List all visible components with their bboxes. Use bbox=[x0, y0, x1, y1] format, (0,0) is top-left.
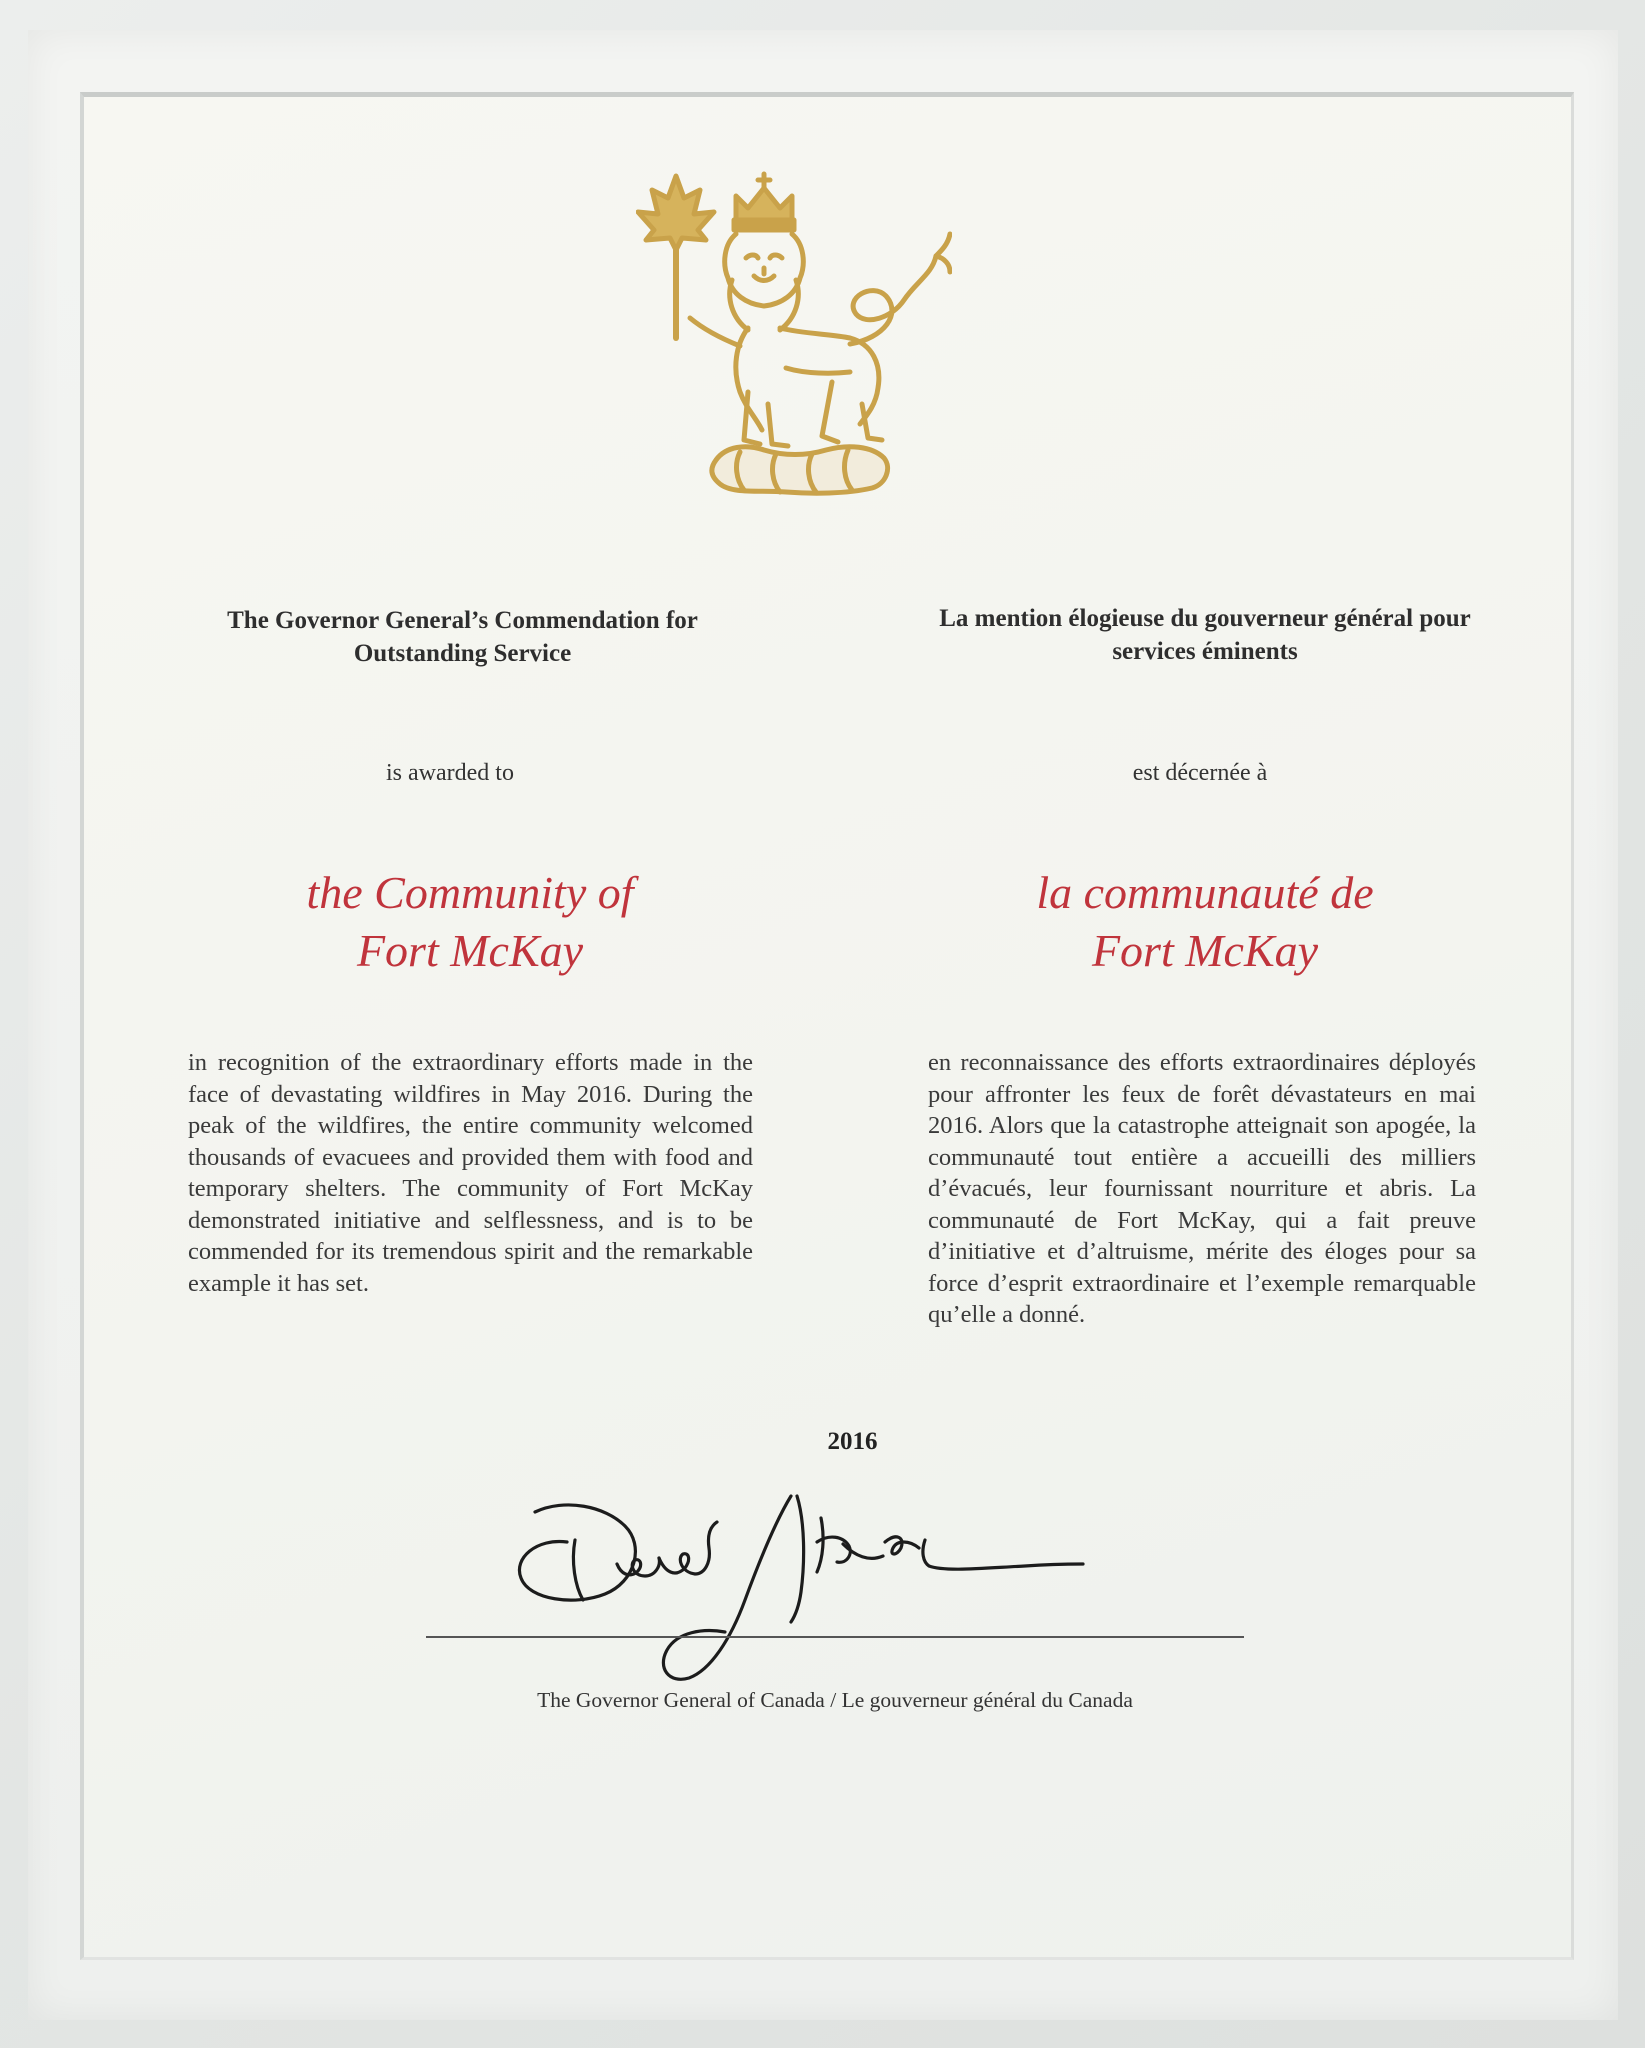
recipient-english-line2: Fort McKay bbox=[356, 925, 584, 976]
royal-lion-crest-icon bbox=[636, 168, 952, 508]
award-year: 2016 bbox=[827, 1428, 878, 1455]
recipient-french bbox=[920, 864, 1490, 980]
citation-french: en reconnaissance des efforts extraordinaires déployés pour affronter les feux de forêt dévastateurs en mai 2016. Alors que la catastrophe atteignait son apogée, la communauté tout entière a accueilli des milliers d’évacués, leur fournissant nourriture et abris. La communauté de Fort McKay, qui a fait preuve d’initiative et d’altruisme, mérite des éloges pour sa force d’esprit extraordinaire et l’exemple remarquable qu’elle a donné. bbox=[928, 1049, 1476, 1328]
awarded-to-french: est décernée à bbox=[1132, 760, 1268, 786]
recipient-french-line2: Fort McKay bbox=[1091, 925, 1319, 976]
signer-title: The Governor General of Canada / Le gouverneur général du Canada bbox=[537, 1688, 1133, 1712]
signature-line bbox=[426, 1636, 1244, 1638]
citation-english: in recognition of the extraordinary efforts made in the face of devastating wildfires in May 2016. During the peak of the wildfires, the entire community welcomed thousands of evacuees and provided them with food and temporary shelters. The community of Fort McKay demonstrated initiative and selflessness, and is to be commended for its tremendous spirit and the remarkable example it has set. bbox=[188, 1049, 753, 1297]
recipient-english bbox=[180, 864, 760, 980]
awarded-to-english: is awarded to bbox=[386, 760, 514, 786]
recipient-french-line1: la communauté de bbox=[1036, 867, 1374, 918]
handwritten-signature bbox=[505, 1482, 1125, 1682]
recipient-english-line1: the Community of bbox=[306, 867, 634, 918]
title-english: The Governor General’s Commendation for Outstanding Service bbox=[227, 607, 698, 667]
title-french: La mention élogieuse du gouverneur général pour services éminents bbox=[939, 605, 1471, 665]
